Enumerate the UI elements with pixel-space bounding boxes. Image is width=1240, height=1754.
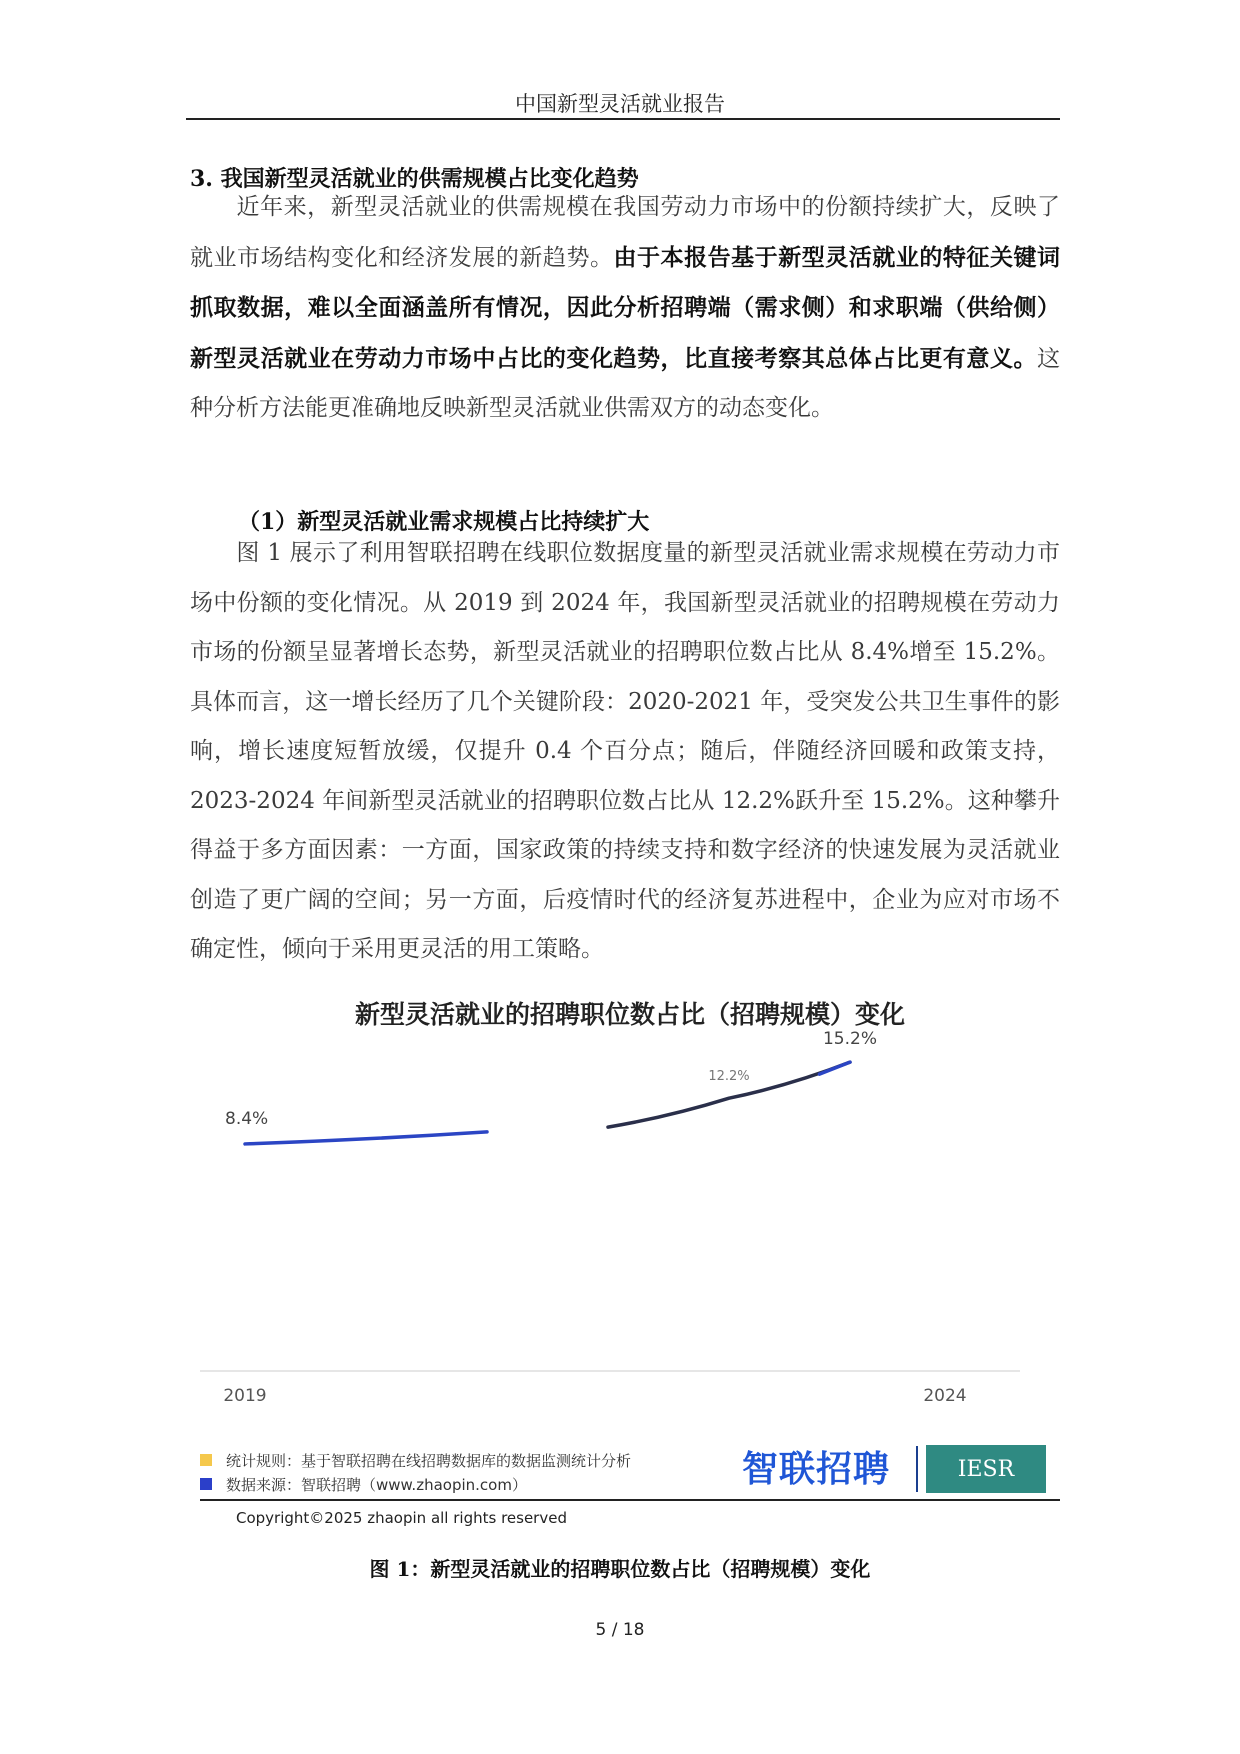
body-paragraph xyxy=(190,529,1060,975)
legend-item-source xyxy=(200,1472,631,1496)
legend-text-source: 数据来源：智联招聘（www.zhaopin.com） xyxy=(226,1475,527,1494)
zhilian-logo: 智联招聘 xyxy=(742,1449,891,1490)
header-title: 中国新型灵活就业报告 xyxy=(515,92,725,116)
legend-text-rule: 统计规则：基于智联招聘在线招聘数据库的数据监测统计分析 xyxy=(226,1451,632,1470)
figure-caption: 图 1：新型灵活就业的招聘职位数占比（招聘规模）变化 xyxy=(369,1557,871,1581)
subsection-heading: （1）新型灵活就业需求规模占比持续扩大 xyxy=(238,509,650,535)
chart xyxy=(200,995,1060,1415)
logo-divider xyxy=(916,1446,918,1492)
section-heading: 3. 我国新型灵活就业的供需规模占比变化趋势 xyxy=(190,166,639,192)
x-tick-label-2019: 2019 xyxy=(223,1386,267,1406)
series-line-segment-1 xyxy=(245,1132,487,1144)
legend-item-rule xyxy=(200,1448,631,1472)
legend-swatch-yellow xyxy=(200,1454,212,1466)
chart-canvas xyxy=(200,995,1060,1415)
copyright-text: Copyright©2025 zhaopin all rights reserved xyxy=(236,1509,567,1527)
intro-text-bold: 由于本报告基于新型灵活就业的特征关键词抓取数据，难以全面涵盖所有情况，因此分析招聘端（需求侧）和求职端（供给侧）新型灵活就业在劳动力市场中占比的变化趋势，比直接考察其总体占比更有意义。 xyxy=(190,243,1061,372)
iesr-logo xyxy=(926,1445,1046,1493)
intro-paragraph xyxy=(190,183,1060,434)
legend-swatch-blue xyxy=(200,1478,212,1490)
header-divider xyxy=(186,118,1060,120)
page-number: 5 / 18 xyxy=(595,1620,645,1640)
series-line-highlight xyxy=(820,1062,851,1074)
point-label-1: 8.4% xyxy=(225,1108,269,1129)
chart-footer-rule xyxy=(200,1499,1060,1501)
point-label-2: 12.2% xyxy=(708,1069,750,1085)
chart-title: 新型灵活就业的招聘职位数占比（招聘规模）变化 xyxy=(354,1000,905,1029)
x-tick-label-2024: 2024 xyxy=(923,1386,967,1406)
body-paragraph-text: 图 1 展示了利用智联招聘在线职位数据度量的新型灵活就业需求规模在劳动力市场中份额的变化情况。从 2019 到 2024 年，我国新型灵活就业的招聘规模在劳动力市场的份额呈显著增长态势，新型灵活就业的招聘职位数占比从 8.4%增至 15.2%。具体而言，这一增长经历了几个关键阶段：2020-2021 年，受突发公共卫生事件的影响，增长速度短暂放缓，仅提升 0.4 个百分点；随后，伴随经济回暖和政策支持，2023-2024 年间新型灵活就业的招聘职位数占比从 12.2%跃升至 15.2%。这种攀升得益于多方面因素：一方面，国家政策的持续支持和数字经济的快速发展为灵活就业创造了更广阔的空间；另一方面，后疫情时代的经济复苏进程中，企业为应对市场不确定性，倾向于采用更灵活的用工策略。 xyxy=(190,540,1060,962)
intro-text-1: 近年来，新型灵活就业的供需规模在我国劳动力市场中的份额持续扩大，反映了就业市场结构变化和经济发展的新趋势。 xyxy=(190,194,1060,271)
chart-legend xyxy=(200,1448,631,1496)
point-label-3: 15.2% xyxy=(822,1029,878,1050)
iesr-logo-text: IESR xyxy=(957,1456,1015,1482)
intro-text-2: 这种分析方法能更准确地反映新型灵活就业供需双方的动态变化。 xyxy=(190,345,1060,421)
